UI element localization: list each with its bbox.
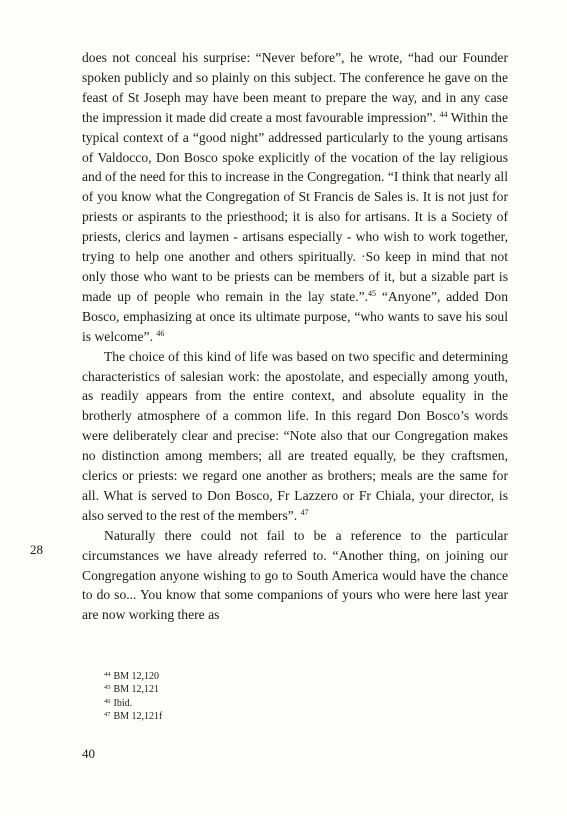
footnotes: [104, 670, 162, 723]
footnote-number: 46: [104, 697, 111, 705]
paragraph-2: [82, 347, 508, 526]
footnote-text: Ibid.: [113, 697, 133, 709]
footnote-number: 44: [104, 671, 111, 678]
footnote: [104, 710, 162, 723]
footnote-text: BM 12,120: [113, 671, 160, 682]
paragraph-1: [82, 48, 508, 347]
paragraph-1-text-b: Within the typical context of a “good night” addressed particularly to the young artisans of Valdocco, Don Bosco spoke explicitly of the vocation of the lay religious and of the need for this to increase in the Congregation. “I think that nearly all of you know what the Congregation of St Francis de Sales is. It is not just for priests or aspirants to the priesthood; it is also for artisans. It is a Society of priests, clerics and laymen - artisans especially - who wish to work together, trying to help one another and others spiritually. ·So keep in mind that not only those who want to be priests can be members of it, but a sizable part is made up of people who remain in the lay state.”.: [82, 109, 508, 304]
footnote: [104, 683, 162, 696]
footnote-number: 45: [104, 684, 111, 692]
page-number: 40: [82, 746, 95, 761]
paragraph-3-text: Naturally there could not fail to be a reference to the particular circumstances we have already referred to. “Another thing, on joining our Congregation anyone wishing to go to South America would have the chance to do so... You know that some companions of yours who were here last year are now working there as: [82, 527, 508, 623]
footnote-text: BM 12,121f: [113, 710, 163, 722]
paragraph-3: [82, 526, 508, 626]
footnote-ref-47: 47: [300, 507, 309, 517]
paragraph-1-text-a: does not conceal his surprise: “Never before”, he wrote, “had our Founder spoken publicly and so plainly on this subject. The conference he gave on the feast of St Joseph may have been meant to prepare the way, and in any case the impression it made did create a most favourable impression”.: [82, 50, 508, 125]
footnote: [104, 670, 162, 683]
margin-number: 28: [30, 542, 43, 557]
body-text: [82, 48, 508, 625]
footnote-ref-44: 44: [439, 109, 448, 119]
footnote-text: BM 12,121: [113, 684, 160, 696]
footnote: [104, 697, 162, 710]
footnote-number: 47: [104, 710, 111, 718]
paragraph-2-text: The choice of this kind of life was based on two specific and determining characteristics of salesian work: the apostolate, and especially among youth, as readily appears from the entire context, and absolute equality in the brotherly atmosphere of a common life. In this regard Don Bosco’s words were deliberately clear and precise: “Note also that our Congregation makes no distinction among members; all are treated equally, be they craftsmen, clerics or priests: we regard one another as brothers; meals are the same for all. What is served to Don Bosco, Fr Lazzero or Fr Chiala, your director, is also served to the rest of the members”.: [82, 348, 508, 523]
footnote-ref-46: 46: [156, 328, 165, 338]
paragraph-1-text-c: “Anyone”, added Don Bosco, emphasizing at once its ultimate purpose, “who wants to save his soul is welcome”.: [82, 288, 508, 344]
footnote-ref-45: 45: [368, 288, 377, 298]
